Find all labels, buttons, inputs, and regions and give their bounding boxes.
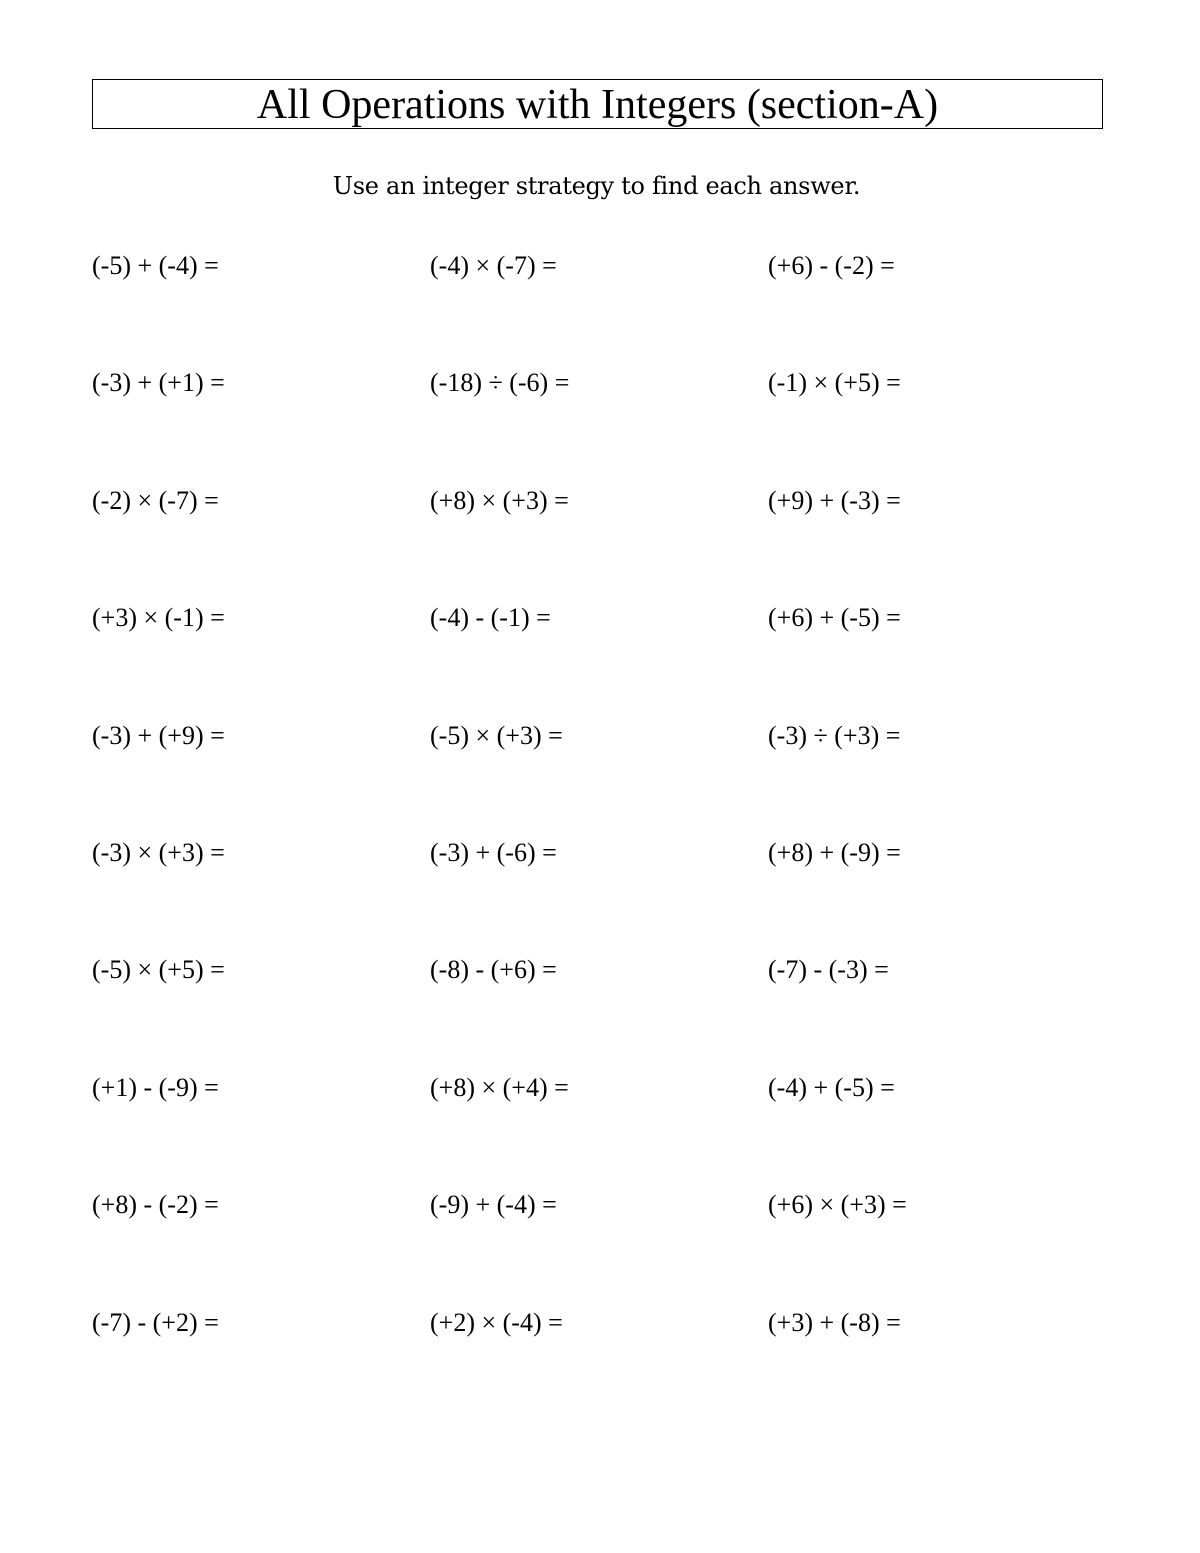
title-box	[92, 79, 1103, 129]
problem: (+8) + (-9) =	[768, 837, 901, 867]
problem: (+6) × (+3) =	[768, 1190, 907, 1220]
problem: (-18) ÷ (-6) =	[430, 368, 570, 398]
problem: (-3) + (+9) =	[92, 720, 225, 750]
problem: (-1) × (+5) =	[768, 368, 901, 398]
problem: (-7) - (-3) =	[768, 955, 889, 985]
problem: (-4) + (-5) =	[768, 1072, 895, 1102]
problem: (-5) × (+3) =	[430, 720, 563, 750]
problem: (+2) × (-4) =	[430, 1307, 563, 1337]
problem: (-7) - (+2) =	[92, 1307, 219, 1337]
problem: (-9) + (-4) =	[430, 1190, 557, 1220]
problem: (+9) + (-3) =	[768, 485, 901, 515]
problem: (+3) × (-1) =	[92, 603, 225, 633]
problem: (+1) - (-9) =	[92, 1072, 219, 1102]
problem: (+8) × (+3) =	[430, 485, 569, 515]
problem: (+3) + (-8) =	[768, 1307, 901, 1337]
instructions: Use an integer strategy to find each answer.	[332, 172, 861, 200]
problem: (-2) × (-7) =	[92, 485, 219, 515]
problem: (+8) × (+4) =	[430, 1072, 569, 1102]
problem: (+8) - (-2) =	[92, 1190, 219, 1220]
worksheet-title: All Operations with Integers (section-A)	[256, 82, 939, 128]
problem: (-4) × (-7) =	[430, 251, 557, 280]
problem: (-5) × (+5) =	[92, 955, 225, 985]
problem: (-5) + (-4) =	[92, 251, 219, 280]
problem: (-4) - (-1) =	[430, 603, 551, 633]
problem: (+6) - (-2) =	[768, 251, 895, 280]
problem: (-3) + (-6) =	[430, 837, 557, 867]
problem: (-3) ÷ (+3) =	[768, 720, 901, 750]
problem: (-8) - (+6) =	[430, 955, 557, 985]
problem: (+6) + (-5) =	[768, 603, 901, 633]
problem: (-3) × (+3) =	[92, 837, 225, 867]
problem: (-3) + (+1) =	[92, 368, 225, 398]
problem-grid	[92, 250, 1102, 1424]
